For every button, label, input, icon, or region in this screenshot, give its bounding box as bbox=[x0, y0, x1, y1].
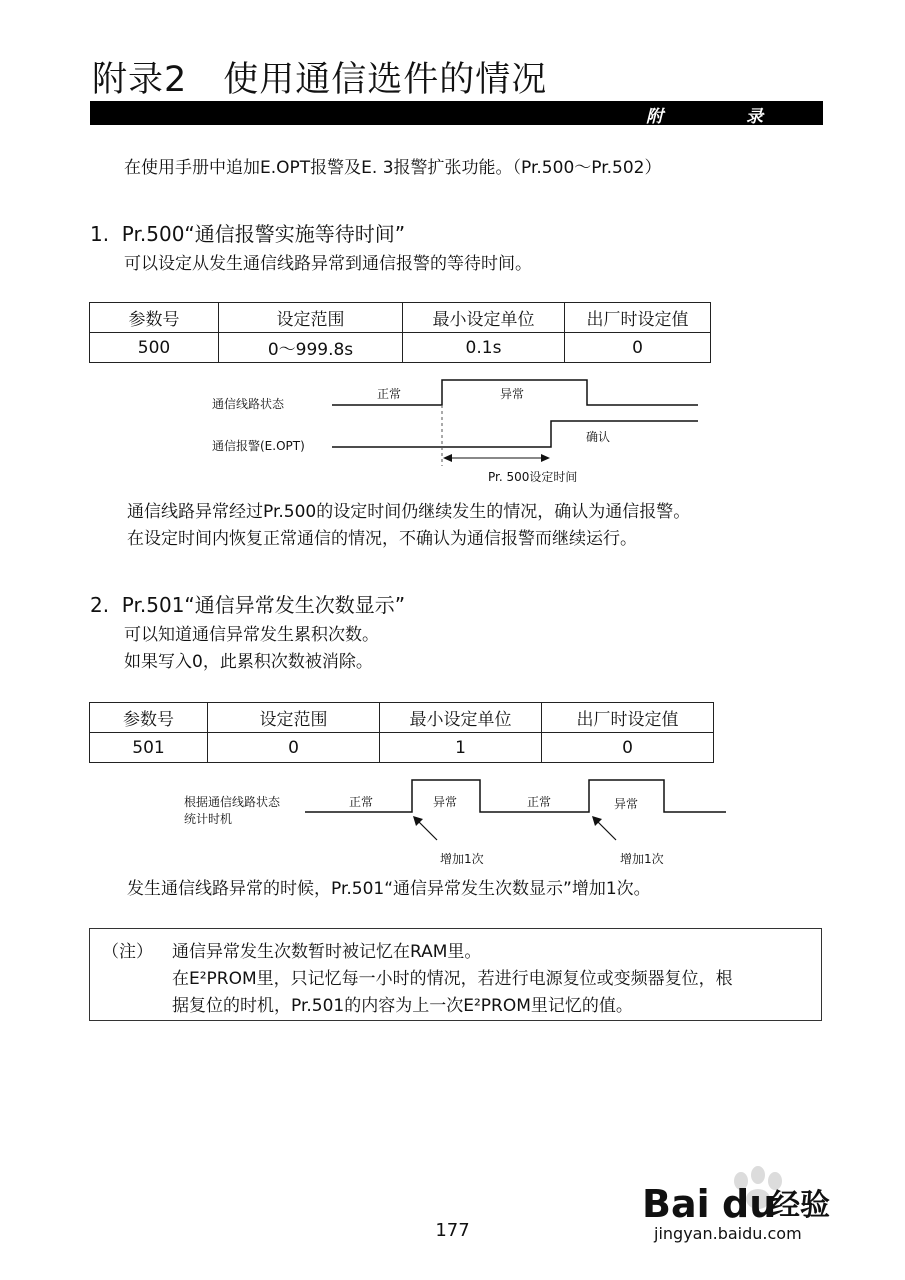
watermark-suffix: 经验 bbox=[770, 1188, 830, 1223]
table-cell: 500 bbox=[90, 333, 219, 363]
diagram2-increment-1: 增加1次 bbox=[440, 852, 484, 866]
watermark-brand: Bai bbox=[642, 1182, 710, 1226]
param-table-501 bbox=[89, 702, 714, 763]
diagram1-abnormal: 异常 bbox=[500, 387, 525, 401]
diagram2-normal-2: 正常 bbox=[527, 795, 552, 809]
table-cell: 0 bbox=[208, 733, 380, 763]
table-cell: 0～999.8s bbox=[219, 333, 403, 363]
table-header-cell: 最小设定单位 bbox=[403, 303, 565, 333]
table-header-row bbox=[90, 703, 714, 733]
watermark-url: jingyan.baidu.com bbox=[654, 1224, 802, 1243]
timing-diagram-2 bbox=[0, 770, 905, 870]
table-header-cell: 设定范围 bbox=[219, 303, 403, 333]
table-header-cell: 设定范围 bbox=[208, 703, 380, 733]
arrow-left-icon bbox=[443, 454, 452, 462]
section2-desc1: 可以知道通信异常发生累积次数。 bbox=[124, 625, 379, 645]
diagram2-label-line1: 根据通信线路状态 bbox=[184, 795, 281, 809]
table-header-row bbox=[90, 303, 711, 333]
diagram2-increment-2: 增加1次 bbox=[620, 852, 664, 866]
note-label: （注） bbox=[102, 942, 153, 962]
table-header-cell: 出厂时设定值 bbox=[542, 703, 714, 733]
watermark-brand2: du bbox=[722, 1182, 777, 1226]
alarm-waveform bbox=[332, 421, 698, 447]
param-table-500 bbox=[89, 302, 711, 363]
section2-para: 发生通信线路异常的时候，Pr.501“通信异常发生次数显示”增加1次。 bbox=[127, 879, 651, 899]
diagram1-label-state: 通信线路状态 bbox=[212, 397, 285, 411]
band-label-1: 附 bbox=[646, 107, 663, 127]
diagram2-normal-1: 正常 bbox=[349, 795, 374, 809]
page-number: 177 bbox=[435, 1220, 470, 1241]
section1-para2: 在设定时间内恢复正常通信的情况，不确认为通信报警而继续运行。 bbox=[127, 529, 637, 549]
table-header-cell: 参数号 bbox=[90, 303, 219, 333]
section-band bbox=[90, 101, 823, 125]
table-header-cell: 参数号 bbox=[90, 703, 208, 733]
diagram1-normal: 正常 bbox=[377, 387, 402, 401]
note-line-3: 据复位的时机，Pr.501的内容为上一次E²PROM里记忆的值。 bbox=[172, 996, 633, 1016]
table-cell: 0.1s bbox=[403, 333, 565, 363]
table-cell: 1 bbox=[380, 733, 542, 763]
table-header-cell: 最小设定单位 bbox=[380, 703, 542, 733]
intro-text: 在使用手册中追加E.OPT报警及E. 3报警扩张功能。（Pr.500～Pr.502） bbox=[124, 158, 662, 178]
table-header-cell: 出厂时设定值 bbox=[565, 303, 711, 333]
note-line-1: 通信异常发生次数暂时被记忆在RAM里。 bbox=[172, 942, 482, 962]
table-cell: 501 bbox=[90, 733, 208, 763]
arrow-right-icon bbox=[541, 454, 550, 462]
timing-diagram-1 bbox=[0, 370, 905, 490]
band-label-2: 录 bbox=[746, 107, 763, 127]
note-box bbox=[89, 928, 822, 1021]
section2-heading: 2. Pr.501“通信异常发生次数显示” bbox=[90, 593, 406, 617]
diagram2-abnormal-1: 异常 bbox=[433, 795, 458, 809]
table-cell: 0 bbox=[565, 333, 711, 363]
table-row bbox=[90, 333, 711, 363]
table-row bbox=[90, 733, 714, 763]
diagram2-label-line2: 统计时机 bbox=[184, 812, 233, 826]
section1-heading: 1. Pr.500“通信报警实施等待时间” bbox=[90, 222, 406, 246]
diagram1-label-alarm: 通信报警(E.OPT) bbox=[212, 439, 305, 453]
diagram1-confirm: 确认 bbox=[586, 430, 611, 444]
section1-desc: 可以设定从发生通信线路异常到通信报警的等待时间。 bbox=[124, 254, 532, 274]
page-title: 附录2 使用通信选件的情况 bbox=[92, 60, 548, 100]
diagram2-abnormal-2: 异常 bbox=[614, 797, 639, 811]
diagram1-time: Pr. 500设定时间 bbox=[488, 470, 578, 484]
note-line-2: 在E²PROM里，只记忆每一小时的情况，若进行电源复位或变频器复位，根 bbox=[172, 969, 733, 989]
table-cell: 0 bbox=[542, 733, 714, 763]
section1-para1: 通信线路异常经过Pr.500的设定时间仍继续发生的情况，确认为通信报警。 bbox=[127, 502, 691, 522]
section2-desc2: 如果写入0，此累积次数被消除。 bbox=[124, 652, 373, 672]
